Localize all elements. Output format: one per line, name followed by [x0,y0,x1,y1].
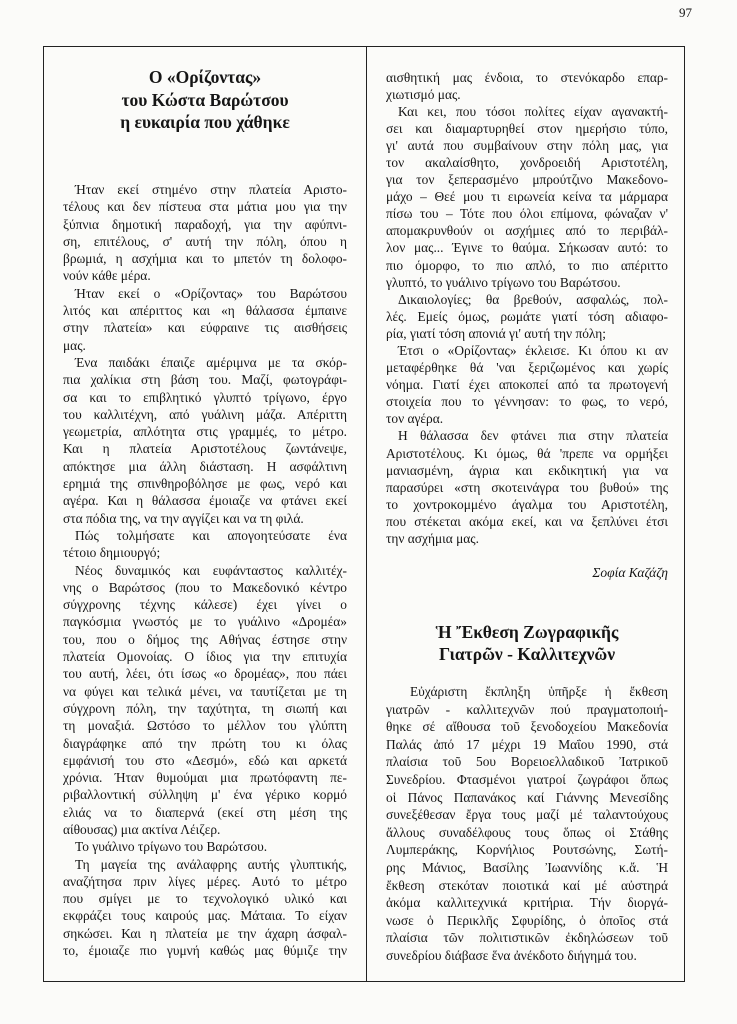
text-line: πλαίσια τοῦ 5ου Βορειοελλαδικοῦ Ἰατρικοῦ [386,754,668,770]
text-line: νούν κάθε μέρα. [63,268,151,284]
paragraph [63,354,347,527]
text-line: ρης Μάνιος, Βασίλης Ἰωαννίδης κ.ἄ. Ἡ [386,859,668,875]
text-line: μάχο – Θεέ μου τι ειρωνεία κείνα τα μάρμαρα [386,189,668,205]
text-line: του αυτή, λέει, ότι ίσως «ο δρομέας», που πάει [63,666,347,682]
text-line: τέτοιο δημιουργό; [63,545,161,561]
text-line: μας. [63,337,86,353]
text-line: την ασχήμια μας. [386,531,479,547]
text-line: χιωτισμό μας. [386,86,461,102]
paragraph [386,69,668,103]
text-line: Έτσι ο «Ορίζοντας» έκλεισε. Κι όπου κι αν [398,343,668,358]
text-line: παγκόσμια γνωστός με το γυάλινο «Δρομέα» [63,614,347,630]
text-line: εμφάνισή του στο «Δεσμό», εδώ και αρκετά [63,752,347,768]
text-line: ελιάς να το διαπερνά (εκεί στη μέση της [63,804,347,820]
text-line: γλυπτό, το γυάλινο τρίγωνο του Βαρώτσου. [386,274,621,290]
paragraph [386,683,668,965]
text-line: Και κει, που τόσοι πολίτες είχαν αγανακτή- [398,103,668,119]
article-body-right-column [386,69,668,548]
paragraph [386,342,668,427]
text-line: νωσε ὁ Περικλῆς Σφυρίδης, ὁ ὁποῖος στά [386,912,668,928]
paragraph [63,838,347,855]
text-line: Η θάλασσα δεν φτάνει πια στην πλατεία [398,428,668,444]
text-line: που στέκεται ακόμα εκεί, και να ξεπλύνει έτσι [386,513,668,529]
paragraph [63,285,347,354]
paragraph [386,103,668,291]
text-line: γι' αυτά που συμβαίνουν στην πόλη μας, για [386,137,668,153]
text-line: πια χαλίκια στη βάση του. Μαζί, φωτογράφι- [63,372,347,388]
text-line: στην πλατεία» και εύφραινε τις αισθήσεις [63,320,347,336]
text-line: λές. Εμείς όμως, ρωμάτε γιατί τόση αδιαφο- [386,308,668,324]
text-line: το, έμοιαζε πιο γυμνή καθώς μας θύμιζε την [63,943,347,959]
text-line: ση, επιτέλους, σ' αυτή την πόλη, όπου η [63,233,347,249]
text-line: συνεδρίου διάβασε ἕνα ἀνέκδοτο διήγημά του. [386,947,637,963]
text-line: σει και διαμαρτυρηθεί στον ημερήσιο τύπο, [386,120,668,136]
text-line: τον ακαλαίσθητο, χονδροειδή Αριστοτέλη, [386,154,668,170]
text-line: για τον ξεπερασμένο μπρούτζινο Μακεδονο- [386,172,668,188]
text-line: εκφράζει τους καιρούς μας. Μάταια. Το είχαν [63,908,347,924]
paragraph [386,427,668,547]
text-line: γιατρῶν - καλλιτεχνῶν πού πραγματοποιή- [386,701,668,717]
text-line: Ήταν εκεί ο «Ορίζοντας» του Βαρώτσου [75,285,347,301]
text-line: λιτός και απέριττος και «η θάλασσα έμπαινε [63,303,347,319]
text-line: πλαίσια τῶν πολιτιστικῶν ἐκδηλώσεων τοῦ [386,930,668,946]
text-line: αγέρα. Και η θάλασσα έμοιαζε να φτάνει εκεί [63,493,347,509]
text-line: σα και το επιβλητικό γλυπτό τρίγωνο, έργο [63,389,347,405]
text-line: στα πόδια της, να την αγγίζει και να τη φιλά. [63,510,304,526]
text-line: ξύπνια δημοτική παραδοχή, για την αφύπνι- [63,216,347,232]
text-line: νόημα. Γιατί έχει αποκοπεί από τα πρωτογενή [386,377,668,393]
text-line: το χοντροκομμένο άγαλμα του Αριστοτέλη, [386,496,668,512]
text-line: στοιχεία που το γέννησαν: το φως, το νερό, [386,394,668,410]
text-line: αισθητική μας ένδοια, το στενόκαρδο επαρ- [386,69,668,85]
text-line: τέλους και δεν πίστευα στα μάτια μου για την [63,199,347,215]
text-line: θηκε σέ αἴθουσα τοῦ ξενοδοχείου Μακεδονία [386,719,668,735]
text-line: γεωμετρία, απλότητα στις γραμμές, το μέτρο. [63,424,347,440]
text-line: Αριστοτέλους. Κι όμως, θά 'πρεπε να ορμήξει [386,445,668,461]
second-article-body [386,683,668,965]
text-line: αίθουσας) μια ακτίνα Λέιζερ. [63,821,221,837]
text-line: Λυμπεράκης, Κορνήλιος Ρουτσώνης, Σωτή- [386,842,668,858]
text-line: μεταφέρθηκε θά 'ναι ξεριζωμένος και χωρίς [386,360,668,376]
text-line: συνεξέθεσαν ἔργα τους μαζί μέ ταλαντούχους [386,807,668,823]
text-line: απόκτησε μια άλλη διάσταση. Η ασφάλτινη [63,458,347,474]
text-line: νης ο Βαρώτσος (που το Μακεδονικό κέντρο [63,579,347,595]
text-line: Εὐχάριστη ἔκπληξη ὑπῆρξε ἡ ἔκθεση [410,684,668,699]
text-line: Δικαιολογίες; θα βρεθούν, ασφαλώς, πολ- [398,291,668,307]
text-line: Ένα παιδάκι έπαιζε αμέριμνα με τα σκόρ- [75,354,347,370]
text-line: ρία, γιατί τόση απονιά γι' αυτή την πόλη; [386,325,606,341]
text-line: σύγχρονης τέχνης κάλεσε) έχει γίνει ο [63,597,347,613]
text-line: πιο όμορφο, το πιο απλό, το πιο απέριττο [386,257,668,273]
text-line: Παλάς ἀπό 17 μέχρι 19 Μαΐου 1990, στά [386,736,668,752]
text-line: σύγχρονη πόλη, την ταχύτητα, τη σιωπή και [63,700,347,716]
title-line: Γιατρῶν - Καλλιτεχνῶν [438,644,616,664]
text-line: χρόνια. Ήταν θυμούμαι μια πρωτόφαντη πε- [63,770,347,786]
text-line: πλατεία Ομονοίας. Ο ίδιος για την επιτυχία [63,649,347,665]
text-line: ἀκόμα καλλιτεχνικά κριτήρια. Τήν διοργά- [386,895,668,911]
text-line: τον αγέρα. [386,411,444,427]
text-line: αναζήτησα πριν λίγες μέρες. Αυτό το μέτρο [63,873,347,889]
text-line: σηκώσει. Και η πλατεία με την άχαρη άσφαλ- [63,925,347,941]
paragraph [386,291,668,342]
text-line: να φύγει και τελικά μένει, να ταυτίζεται με τη [63,683,347,699]
text-line: ριβαλλοντική σύλληψη μ' ένα γέρικο κορμό [63,787,347,803]
title-line: του Κώστα Βαρώτσου [121,89,289,110]
text-line: του, που ο δήμος της Αθήνας έστησε στην [63,631,347,647]
second-article-title [386,621,668,665]
page-number: 97 [679,5,692,20]
paragraph [63,527,347,562]
paragraph [63,856,347,960]
text-line: λον μας... Έγινε το θαύμα. Σήκωσαν αυτό: το [386,240,668,256]
text-line: Τη μαγεία της ανάλαφρης αυτής γλυπτικής, [75,856,347,872]
author-signature: Σοφία Καζάζη [592,565,668,580]
text-line: οἱ Πάνος Παπανάκος καί Γιάννης Μενεσίδης [386,789,668,805]
text-line: βρωμιά, η ασχήμια και το μπετόν τη δολοφο- [63,251,347,267]
paragraph [63,562,347,839]
text-line: Πώς τολμήσατε και απογοητεύσατε ένα [75,527,347,543]
article-title [63,66,347,134]
text-line: Νέος δυναμικός και ευφάνταστος καλλιτέχ- [75,562,347,578]
column-divider [366,47,367,981]
text-line: Και η πλατεία Αριστοτέλους ζωντάνεψε, [63,441,347,457]
text-line: παρασύρει «στη σκοτεινάγρα του βυθού» της [386,479,668,495]
text-line: ἔκθεση στεκόταν ποιοτικά καί μέ αὐστηρά [386,877,668,893]
text-line: Ήταν εκεί στημένο στην πλατεία Αριστο- [75,182,347,197]
text-line: που σμίγει με το τεχνολογικό υλικό και [63,891,347,907]
text-line: Το γυάλινο τρίγωνο του Βαρώτσου. [75,839,268,855]
text-line: τη μοναξιά. Ωστόσο το μέλλον του γλύπτη [63,718,347,734]
text-line: ἄλλους συναδέλφους τους ὅπως οἱ Στάθης [386,824,668,840]
text-line: απομακρυνθούν οι ασχήμιες από το περιβάλ- [386,223,668,239]
article-body-left-column [63,181,347,959]
text-line: μανιασμένη, άγρια και εκδικητική για να [386,462,668,478]
title-line: η ευκαιρία που χάθηκε [120,112,290,132]
text-line: Συνεδρίου. Φτασμένοι γιατροί ζωγράφοι ὅπως [386,771,668,787]
text-line: πίσω του – Τότε που όλοι επίμονα, φώναζαν ν' [386,206,668,222]
title-line: Ἡ Ἔκθεση Ζωγραφικῆς [435,622,619,642]
text-line: του καλλιτέχνη, από γυάλινη μάζα. Απέριττη [63,406,347,422]
text-line: διαγράφηκε από την πρώτη του κι όλας [63,735,347,751]
title-line: Ο «Ορίζοντας» [148,67,262,87]
paragraph [63,181,347,285]
text-line: ερημιά της σπινθηροβόλησε με φως, νερό και [63,476,347,492]
